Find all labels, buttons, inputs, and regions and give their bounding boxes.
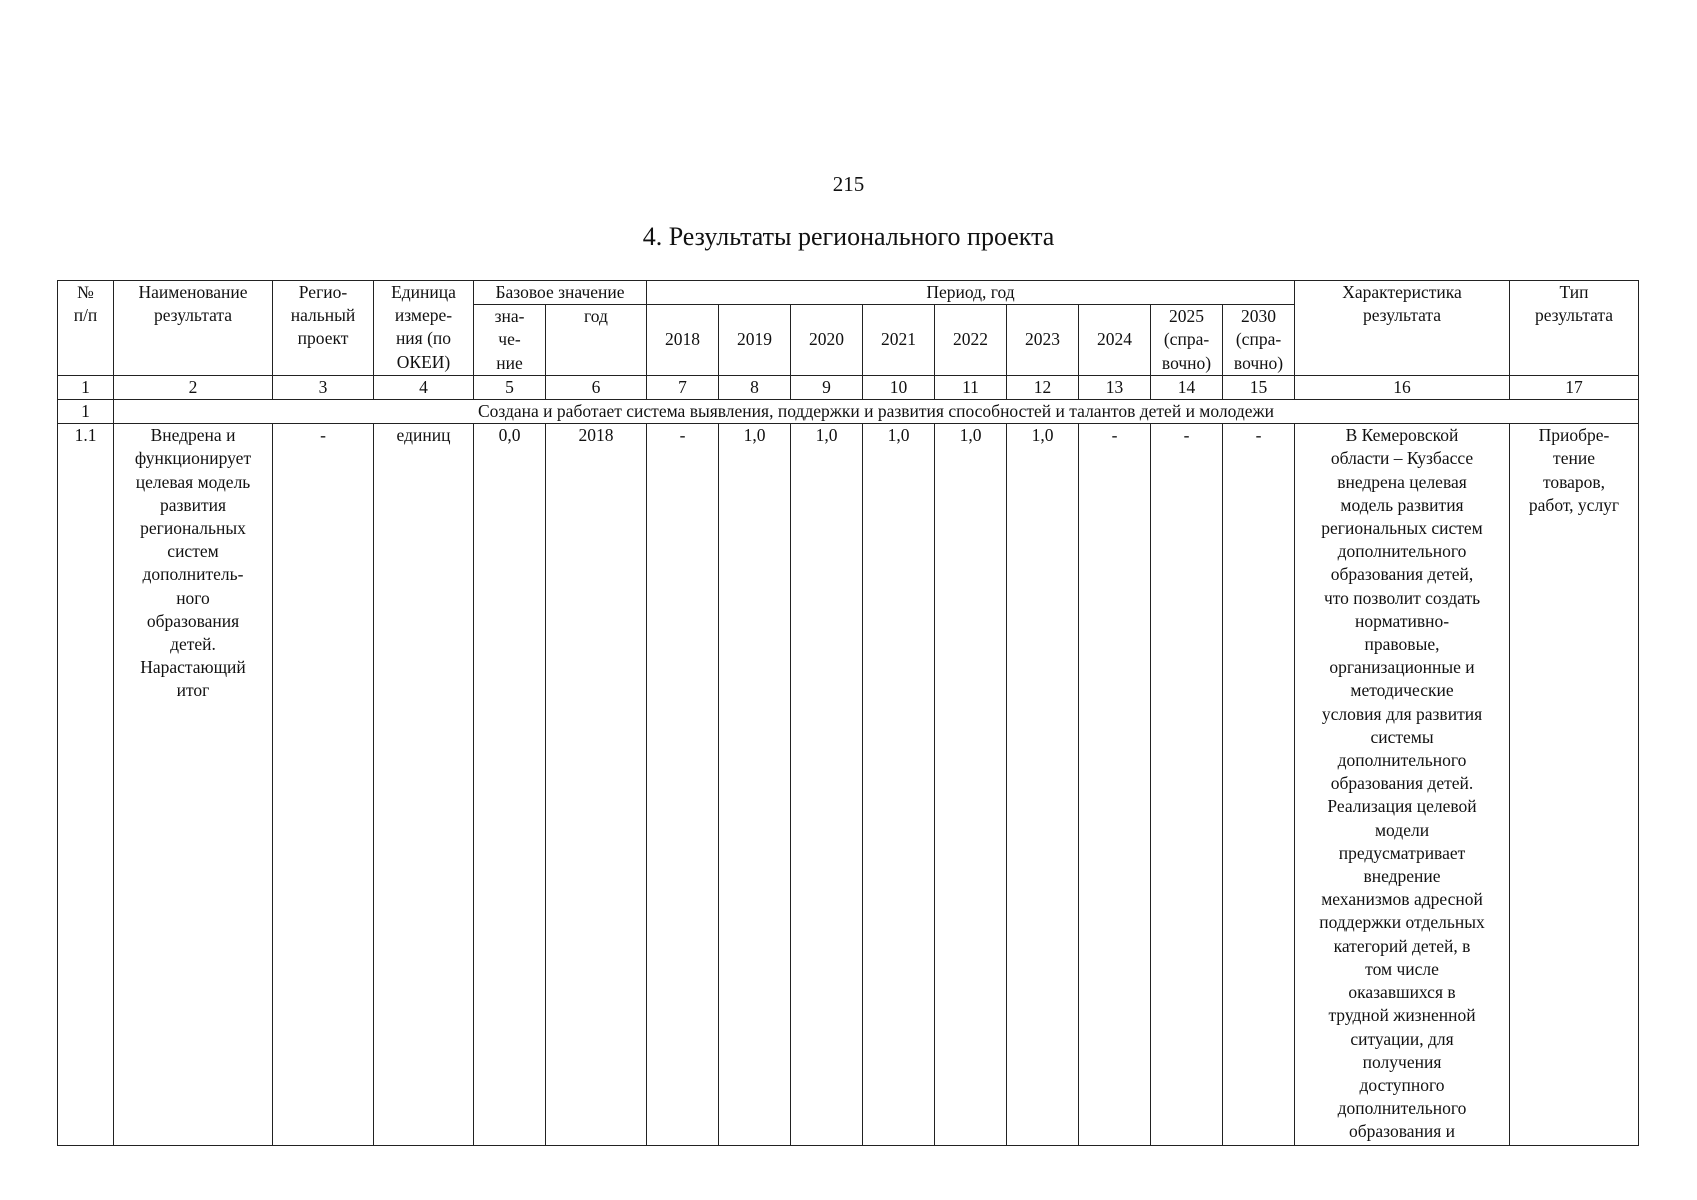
row-number: 1.1 <box>58 424 114 1146</box>
result-name: Внедрена и функционирует целевая модель развития региональных систем дополнитель- ного образования детей. Нарастающий итог <box>114 424 273 1146</box>
base-value: 0,0 <box>474 424 546 1146</box>
header-year-2018: 2018 <box>647 305 719 376</box>
column-number: 2 <box>114 375 273 399</box>
value-2024: - <box>1079 424 1151 1146</box>
goal-row <box>58 400 1639 424</box>
header-regional-project: Регио- нальный проект <box>273 281 374 376</box>
value-2025: - <box>1151 424 1223 1146</box>
column-number: 6 <box>546 375 647 399</box>
header-year-2030: 2030 (спра- вочно) <box>1223 305 1295 376</box>
goal-number: 1 <box>58 400 114 424</box>
header-characteristic: Характеристика результата <box>1295 281 1510 376</box>
result-characteristic: В Кемеровской области – Кузбассе внедрена целевая модель развития региональных систем дополнительного образования детей, что позволит создать нормативно- правовые, организационные и методические условия для развития системы дополнительного образования детей. Реализация целевой модели предусматривает внедрение механизмов адресной поддержки отдельных категорий детей, в том числе оказавшихся в трудной жизненной ситуации, для получения доступного дополнительного образования и <box>1295 424 1510 1146</box>
result-type: Приобре- тение товаров, работ, услуг <box>1510 424 1639 1146</box>
column-number: 16 <box>1295 375 1510 399</box>
header-row-1 <box>58 281 1639 305</box>
header-base-value-year: год <box>546 305 647 376</box>
header-period: Период, год <box>647 281 1295 305</box>
header-num: № п/п <box>58 281 114 376</box>
column-number: 5 <box>474 375 546 399</box>
header-year-2025: 2025 (спра- вочно) <box>1151 305 1223 376</box>
value-2023: 1,0 <box>1007 424 1079 1146</box>
column-number: 17 <box>1510 375 1639 399</box>
value-2018: - <box>647 424 719 1146</box>
column-number: 1 <box>58 375 114 399</box>
header-year-2021: 2021 <box>863 305 935 376</box>
results-table <box>57 280 1639 1146</box>
header-year-2022: 2022 <box>935 305 1007 376</box>
column-number: 14 <box>1151 375 1223 399</box>
value-2019: 1,0 <box>719 424 791 1146</box>
header-base-value-value: зна- че- ние <box>474 305 546 376</box>
column-number: 15 <box>1223 375 1295 399</box>
column-number: 8 <box>719 375 791 399</box>
column-number: 11 <box>935 375 1007 399</box>
header-year-2020: 2020 <box>791 305 863 376</box>
column-number-row <box>58 375 1639 399</box>
header-unit: Единица измере- ния (по ОКЕИ) <box>374 281 474 376</box>
column-number: 9 <box>791 375 863 399</box>
header-year-2019: 2019 <box>719 305 791 376</box>
column-number: 12 <box>1007 375 1079 399</box>
header-name: Наименование результата <box>114 281 273 376</box>
value-2022: 1,0 <box>935 424 1007 1146</box>
goal-text: Создана и работает система выявления, поддержки и развития способностей и талантов детей и молодежи <box>114 400 1639 424</box>
base-year: 2018 <box>546 424 647 1146</box>
column-number: 3 <box>273 375 374 399</box>
table-row <box>58 424 1639 1146</box>
value-2020: 1,0 <box>791 424 863 1146</box>
page-number: 215 <box>832 172 865 196</box>
unit-value: единиц <box>374 424 474 1146</box>
section-title: 4. Результаты регионального проекта <box>642 222 1055 251</box>
column-number: 4 <box>374 375 474 399</box>
column-number: 7 <box>647 375 719 399</box>
column-number: 13 <box>1079 375 1151 399</box>
header-year-2024: 2024 <box>1079 305 1151 376</box>
column-number: 10 <box>863 375 935 399</box>
header-year-2023: 2023 <box>1007 305 1079 376</box>
value-2030: - <box>1223 424 1295 1146</box>
regional-project-value: - <box>273 424 374 1146</box>
header-base-value: Базовое значение <box>474 281 647 305</box>
value-2021: 1,0 <box>863 424 935 1146</box>
header-type: Тип результата <box>1510 281 1639 376</box>
